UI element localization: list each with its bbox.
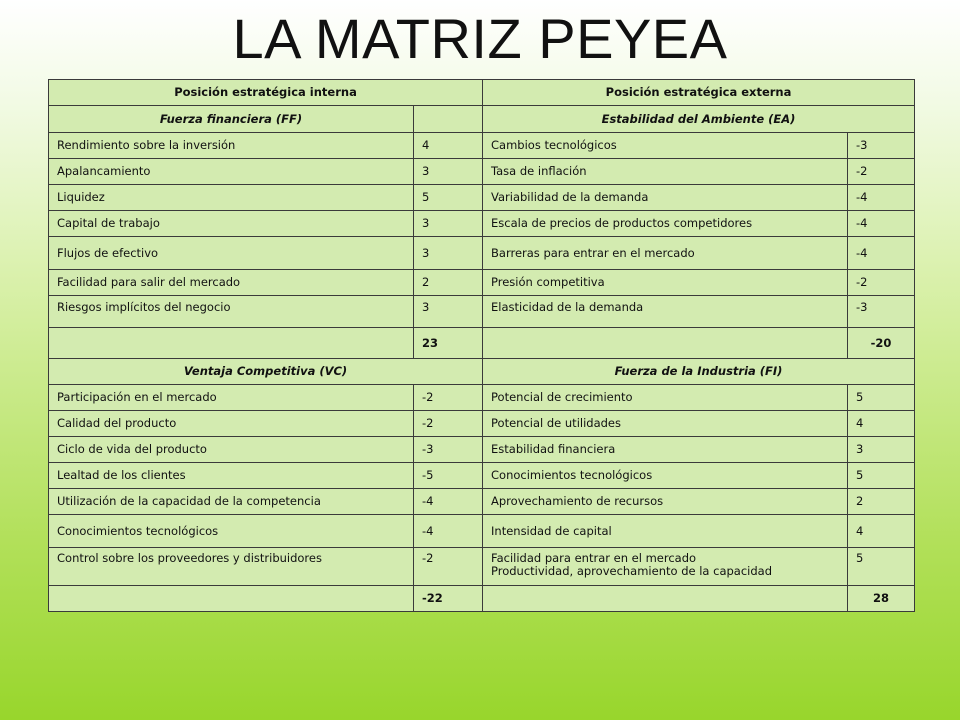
factor-value: 5 [848, 463, 915, 489]
factor-label: Presión competitiva [483, 270, 848, 296]
external-position-header: Posición estratégica externa [483, 80, 915, 106]
table-row [49, 185, 915, 211]
factor-label: Facilidad para entrar en el mercado [491, 551, 697, 565]
factor-value: -4 [848, 211, 915, 237]
factor-value: 2 [848, 489, 915, 515]
factor-label: Utilización de la capacidad de la competencia [49, 489, 414, 515]
factor-value: 2 [414, 270, 483, 296]
environment-stability-total: -20 [848, 328, 915, 359]
factor-value: 5 [848, 548, 915, 586]
factor-value: 3 [414, 296, 483, 328]
factor-value: -4 [414, 515, 483, 548]
factor-value: -2 [414, 411, 483, 437]
table-row [49, 515, 915, 548]
empty-cell [414, 106, 483, 133]
table-row [49, 548, 915, 586]
factor-label: Estabilidad financiera [483, 437, 848, 463]
factor-label: Liquidez [49, 185, 414, 211]
factor-label: Potencial de crecimiento [483, 385, 848, 411]
factor-value: 5 [414, 185, 483, 211]
factor-value: -4 [414, 489, 483, 515]
factor-label: Conocimientos tecnológicos [49, 515, 414, 548]
table-row [49, 270, 915, 296]
factor-label: Calidad del producto [49, 411, 414, 437]
factor-label: Productividad, aprovechamiento de la capacidad [491, 564, 773, 578]
table-row [49, 489, 915, 515]
factor-label: Potencial de utilidades [483, 411, 848, 437]
factor-label: Escala de precios de productos competidores [483, 211, 848, 237]
table-row [49, 296, 915, 328]
page-title: LA MATRIZ PEYEA [232, 7, 728, 70]
factor-value: -3 [848, 296, 915, 328]
table-row [49, 463, 915, 489]
factor-label: Participación en el mercado [49, 385, 414, 411]
factor-value: -4 [848, 185, 915, 211]
empty-cell [49, 586, 414, 612]
factor-label: Riesgos implícitos del negocio [49, 296, 414, 328]
factor-value: 4 [848, 515, 915, 548]
factor-label: Aprovechamiento de recursos [483, 489, 848, 515]
peyea-matrix-table [48, 79, 915, 612]
factor-label: Elasticidad de la demanda [483, 296, 848, 328]
table-row [49, 385, 915, 411]
factor-value: -2 [848, 270, 915, 296]
factor-label: Barreras para entrar en el mercado [483, 237, 848, 270]
factor-value: -3 [414, 437, 483, 463]
internal-position-header: Posición estratégica interna [49, 80, 483, 106]
factor-label-multiline [483, 548, 848, 586]
factor-value: 5 [848, 385, 915, 411]
factor-label: Apalancamiento [49, 159, 414, 185]
header-row [49, 80, 915, 106]
factor-value: -2 [414, 385, 483, 411]
factor-value: -4 [848, 237, 915, 270]
table-row [49, 211, 915, 237]
factor-label: Conocimientos tecnológicos [483, 463, 848, 489]
factor-value: 3 [414, 159, 483, 185]
competitive-advantage-total: -22 [414, 586, 483, 612]
factor-label: Flujos de efectivo [49, 237, 414, 270]
factor-value: -3 [848, 133, 915, 159]
factor-label: Rendimiento sobre la inversión [49, 133, 414, 159]
financial-strength-title: Fuerza financiera (FF) [49, 106, 414, 133]
factor-label: Capital de trabajo [49, 211, 414, 237]
table-row [49, 411, 915, 437]
factor-label: Variabilidad de la demanda [483, 185, 848, 211]
environment-stability-title: Estabilidad del Ambiente (EA) [483, 106, 915, 133]
factor-value: -2 [848, 159, 915, 185]
factor-value: 4 [848, 411, 915, 437]
empty-cell [483, 586, 848, 612]
table-row [49, 237, 915, 270]
factor-label: Lealtad de los clientes [49, 463, 414, 489]
factor-label: Control sobre los proveedores y distribuidores [49, 548, 414, 586]
empty-cell [483, 328, 848, 359]
factor-label: Ciclo de vida del producto [49, 437, 414, 463]
factor-value: 3 [848, 437, 915, 463]
factor-value: 3 [414, 211, 483, 237]
factor-label: Cambios tecnológicos [483, 133, 848, 159]
section-title-row [49, 359, 915, 385]
factor-value: 4 [414, 133, 483, 159]
factor-value: -5 [414, 463, 483, 489]
section-title-row [49, 106, 915, 133]
financial-strength-total: 23 [414, 328, 483, 359]
factor-label: Facilidad para salir del mercado [49, 270, 414, 296]
table-row [49, 133, 915, 159]
industry-strength-total: 28 [848, 586, 915, 612]
total-row [49, 586, 915, 612]
table-row [49, 437, 915, 463]
empty-cell [49, 328, 414, 359]
factor-value: 3 [414, 237, 483, 270]
table-row [49, 159, 915, 185]
industry-strength-title: Fuerza de la Industria (FI) [483, 359, 915, 385]
factor-value: -2 [414, 548, 483, 586]
competitive-advantage-title: Ventaja Competitiva (VC) [49, 359, 483, 385]
factor-label: Intensidad de capital [483, 515, 848, 548]
factor-label: Tasa de inflación [483, 159, 848, 185]
total-row [49, 328, 915, 359]
